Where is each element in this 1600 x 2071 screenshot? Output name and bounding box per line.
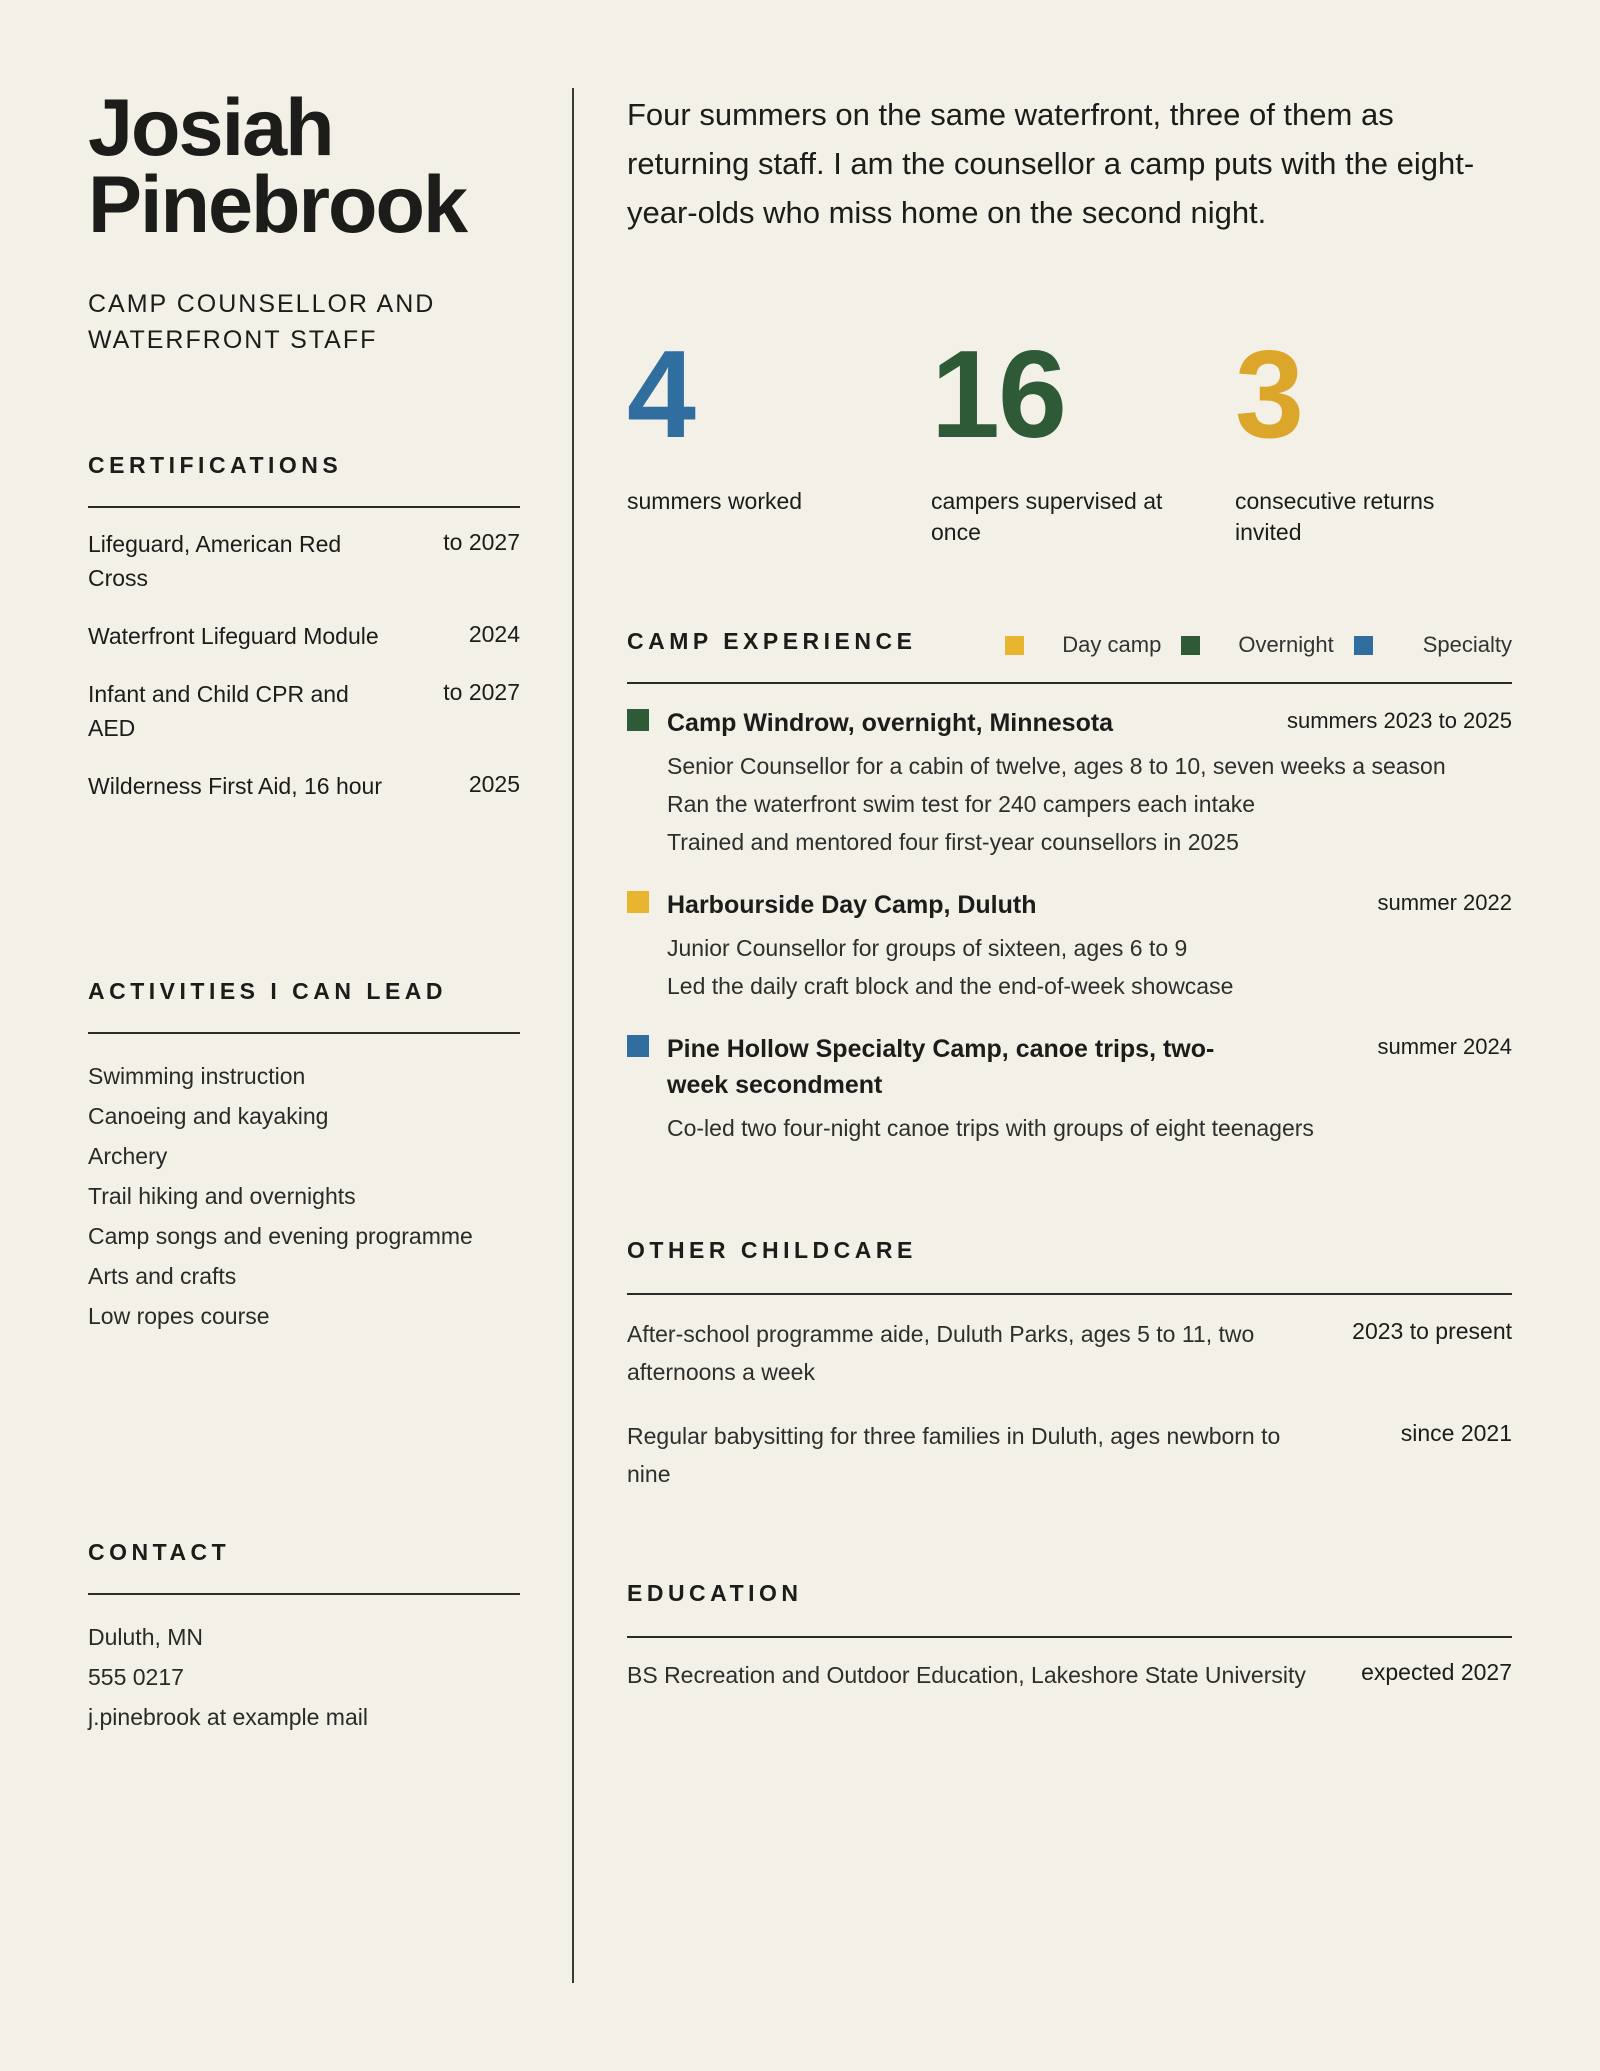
job-entry [627, 705, 1512, 861]
legend-label: Specialty [1422, 632, 1512, 657]
legend-overnight [1181, 632, 1353, 658]
education-text: BS Recreation and Outdoor Education, Lakeshore State University [627, 1662, 1306, 1688]
legend-swatch-specialty [1354, 636, 1373, 655]
certifications-heading: CERTIFICATIONS [88, 452, 343, 478]
job-entry [627, 887, 1512, 1005]
intro-statement: Four summers on the same waterfront, three of them as returning staff. I am the counsellor a camp puts with the eight-year-olds who miss home on the second night. [627, 97, 1475, 230]
stat-value: 3 [1235, 326, 1302, 464]
cert-item [88, 769, 520, 803]
contact-heading: CONTACT [88, 1539, 231, 1565]
activity-item: Archery [88, 1143, 168, 1169]
certifications-list [88, 527, 520, 827]
legend-label: Overnight [1238, 632, 1334, 657]
activity-item: Camp songs and evening programme [88, 1223, 473, 1249]
certifications-rule [88, 506, 520, 508]
cert-date: 2025 [468, 771, 520, 797]
job-detail: Senior Counsellor for a cabin of twelve, ages 8 to 10, seven weeks a season [667, 753, 1446, 779]
legend-label: Day camp [1062, 632, 1162, 657]
name-last: Pinebrook [88, 160, 467, 250]
other-childcare-list [627, 1315, 1512, 1519]
experience-heading: CAMP EXPERIENCE [627, 628, 917, 654]
cert-item [88, 527, 520, 595]
person-name [88, 83, 467, 250]
job-type-marker [627, 709, 649, 731]
stat-value: 4 [627, 326, 694, 464]
activity-item: Arts and crafts [88, 1263, 237, 1289]
activity-item: Low ropes course [88, 1303, 270, 1329]
contact-list [88, 1617, 520, 1737]
stat-returns [1235, 326, 1495, 548]
activities-list [88, 1056, 520, 1336]
stat-summers [627, 326, 887, 517]
other-childcare-heading: OTHER CHILDCARE [627, 1237, 917, 1263]
job-type-marker [627, 891, 649, 913]
experience-list [627, 705, 1512, 1173]
activities-rule [88, 1032, 520, 1034]
activity-item: Canoeing and kayaking [88, 1103, 329, 1129]
legend-day-camp [1005, 632, 1181, 658]
education-list [627, 1656, 1512, 1720]
role-line-1: CAMP COUNSELLOR AND [88, 290, 436, 318]
job-title: Camp Windrow, overnight, Minnesota [667, 709, 1114, 737]
cert-name: Lifeguard, American Red Cross [88, 531, 342, 591]
activity-item: Trail hiking and overnights [88, 1183, 356, 1209]
job-title: Pine Hollow Specialty Camp, canoe trips, two-week secondment [667, 1035, 1215, 1099]
job-detail: Junior Counsellor for groups of sixteen, ages 6 to 9 [667, 935, 1188, 961]
other-childcare-item [627, 1315, 1512, 1391]
role-line-2: WATERFRONT STAFF [88, 326, 378, 354]
job-title: Harbourside Day Camp, Duluth [667, 891, 1037, 919]
cert-name: Waterfront Lifeguard Module [88, 623, 379, 649]
cert-name: Wilderness First Aid, 16 hour [88, 773, 383, 799]
other-childcare-date: 2023 to present [1352, 1318, 1512, 1344]
education-rule [627, 1636, 1512, 1638]
contact-phone: 555 0217 [88, 1664, 184, 1690]
cert-name: Infant and Child CPR and AED [88, 681, 349, 741]
contact-location: Duluth, MN [88, 1624, 204, 1650]
job-detail: Ran the waterfront swim test for 240 campers each intake [667, 791, 1256, 817]
name-first: Josiah [88, 83, 333, 173]
other-childcare-rule [627, 1293, 1512, 1295]
experience-rule [627, 682, 1512, 684]
other-childcare-text: Regular babysitting for three families in Duluth, ages newborn to nine [627, 1423, 1281, 1487]
education-item [627, 1656, 1512, 1694]
legend-swatch-overnight [1181, 636, 1200, 655]
other-childcare-date: since 2021 [1400, 1420, 1512, 1446]
person-role [88, 286, 435, 358]
other-childcare-text: After-school programme aide, Duluth Parks, ages 5 to 11, two afternoons a week [627, 1321, 1255, 1385]
job-date: summers 2023 to 2025 [1286, 708, 1512, 733]
contact-email: j.pinebrook at example mail [88, 1704, 368, 1730]
cert-date: to 2027 [443, 679, 520, 705]
activity-item: Swimming instruction [88, 1063, 306, 1089]
job-date: summer 2024 [1377, 1034, 1512, 1059]
stat-label: campers supervised at once [931, 488, 1163, 545]
job-detail: Led the daily craft block and the end-of-week showcase [667, 973, 1234, 999]
stat-campers [931, 326, 1191, 548]
experience-header [627, 628, 1512, 660]
job-entry [627, 1031, 1512, 1147]
cert-item [88, 677, 520, 745]
other-childcare-item [627, 1417, 1512, 1493]
stat-value: 16 [931, 326, 1065, 464]
job-date: summer 2022 [1377, 890, 1512, 915]
column-divider [572, 88, 574, 1983]
experience-legend [1005, 632, 1512, 658]
job-type-marker [627, 1035, 649, 1057]
job-detail: Trained and mentored four first-year counsellors in 2025 [667, 829, 1239, 855]
contact-rule [88, 1593, 520, 1595]
activities-heading: ACTIVITIES I CAN LEAD [88, 978, 448, 1004]
education-heading: EDUCATION [627, 1580, 803, 1606]
stat-label: summers worked [627, 488, 803, 514]
legend-specialty [1354, 632, 1512, 658]
stat-label: consecutive returns invited [1235, 488, 1435, 545]
legend-swatch-day-camp [1005, 636, 1024, 655]
education-date: expected 2027 [1361, 1659, 1512, 1685]
cert-item [88, 619, 520, 653]
cert-date: to 2027 [443, 529, 520, 555]
cert-date: 2024 [468, 621, 520, 647]
job-detail: Co-led two four-night canoe trips with groups of eight teenagers [667, 1115, 1314, 1141]
